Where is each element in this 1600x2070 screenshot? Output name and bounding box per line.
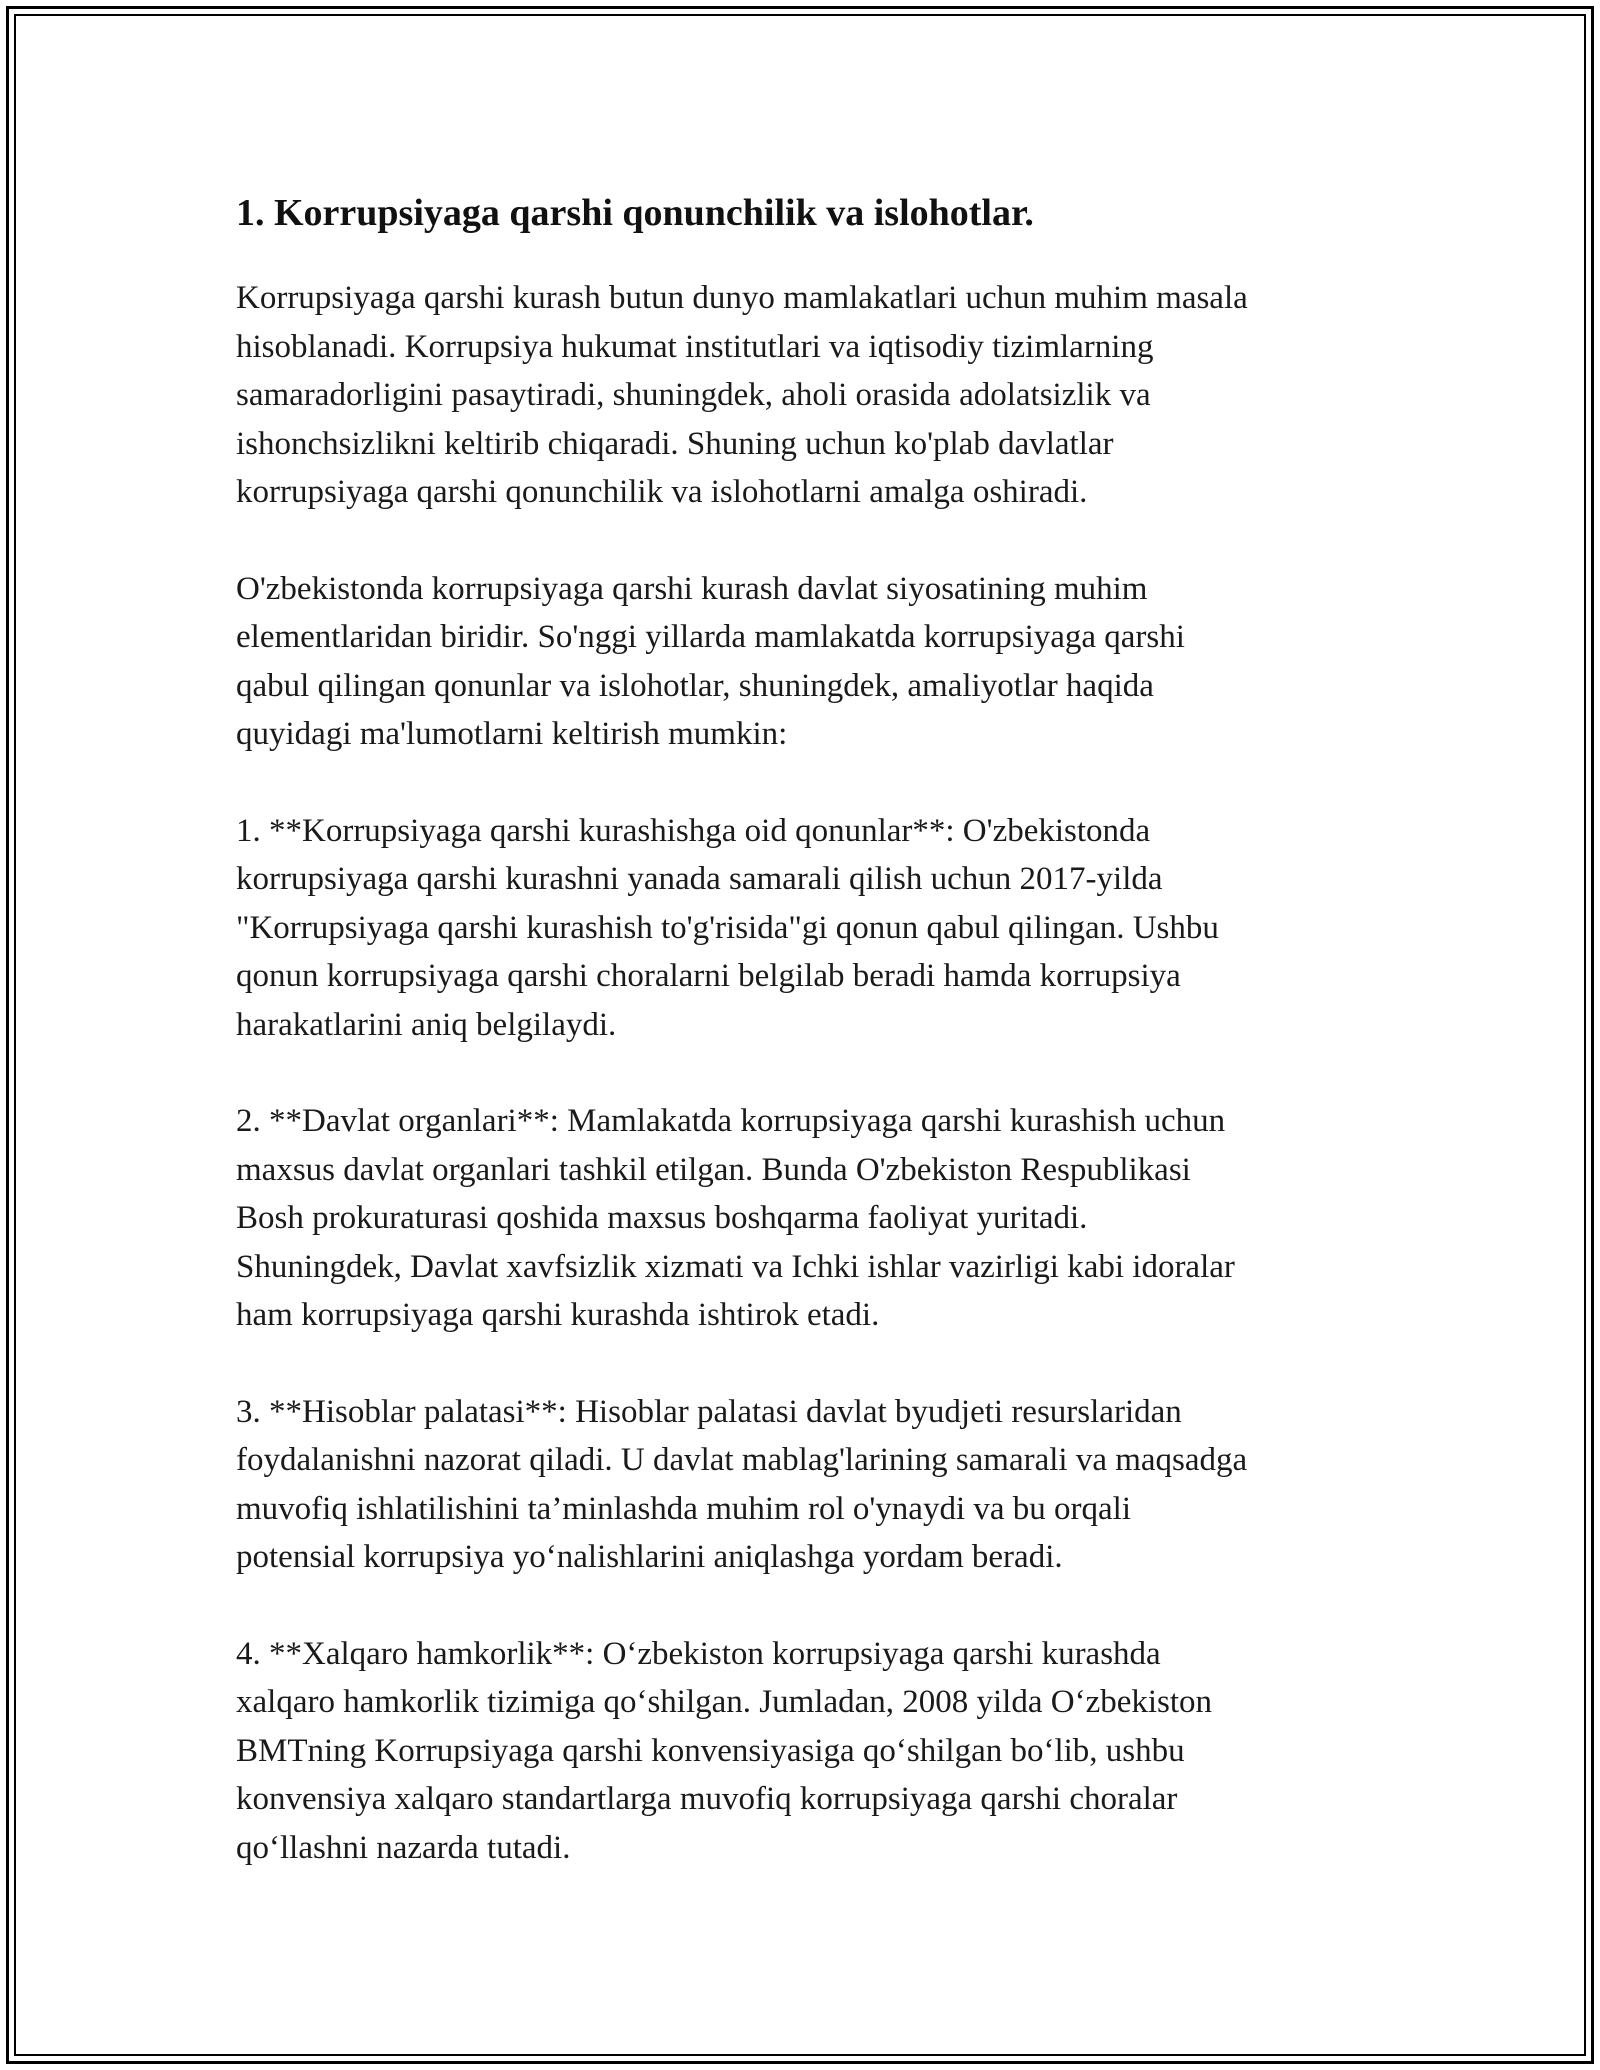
- list-item-state-bodies: 2. **Davlat organlari**: Mamlakatda korrupsiyaga qarshi kurashish uchun maxsus davlat organlari tashkil etilgan. Bunda O'zbekiston Respublikasi Bosh prokuraturasi qoshida maxsus boshqarma faoliyat yuritadi. Shuningdek, Davlat xavfsizlik xizmati va Ichki ishlar vazirligi kabi idoralar ham korrupsiyaga qarshi kurashda ishtirok etadi.: [236, 1103, 1235, 1333]
- document-body: [236, 188, 1376, 1920]
- context-paragraph: O'zbekistonda korrupsiyaga qarshi kurash davlat siyosatining muhim elementlaridan biridir. So'nggi yillarda mamlakatda korrupsiyaga qarshi qabul qilingan qonunlar va islohotlar, shuningdek, amaliyotlar haqida quyidagi ma'lumotlarni keltirish mumkin:: [236, 570, 1185, 752]
- list-item-international-cooperation: 4. **Xalqaro hamkorlik**: O‘zbekiston korrupsiyaga qarshi kurashda xalqaro hamkorlik tizimiga qo‘shilgan. Jumladan, 2008 yilda O‘zbekiston BMTning Korrupsiyaga qarshi konvensiyasiga qo‘shilgan bo‘lib, ushbu konvensiya xalqaro standartlarga muvofiq korrupsiyaga qarshi choralar qo‘llashni nazarda tutadi.: [236, 1635, 1213, 1866]
- list-item-laws: 1. **Korrupsiyaga qarshi kurashishga oid qonunlar**: O'zbekistonda korrupsiyaga qarshi kurashni yanada samarali qilish uchun 2017-yilda "Korrupsiyaga qarshi kurashish to'g'risida"gi qonun qabul qilingan. Ushbu qonun korrupsiyaga qarshi choralarni belgilab beradi hamda korrupsiya harakatlarini aniq belgilaydi.: [236, 812, 1219, 1043]
- list-item-accounts-chamber: 3. **Hisoblar palatasi**: Hisoblar palatasi davlat byudjeti resurslaridan foydalanishni nazorat qiladi. U davlat mablag'larining samarali va maqsadga muvofiq ishlatilishini ta’minlashda muhim rol o'ynaydi va bu orqali potensial korrupsiya yo‘nalishlarini aniqlashga yordam beradi.: [236, 1393, 1248, 1575]
- document-title: 1. Korrupsiyaga qarshi qonunchilik va islohotlar.: [236, 192, 1034, 234]
- intro-paragraph: Korrupsiyaga qarshi kurash butun dunyo mamlakatlari uchun muhim masala hisoblanadi. Korrupsiya hukumat institutlari va iqtisodiy tizimlarning samaradorligini pasaytiradi, shuningdek, aholi orasida adolatsizlik va ishonchsizlikni keltirib chiqaradi. Shuning uchun ko'plab davlatlar korrupsiyaga qarshi qonunchilik va islohotlarni amalga oshiradi.: [236, 280, 1248, 510]
